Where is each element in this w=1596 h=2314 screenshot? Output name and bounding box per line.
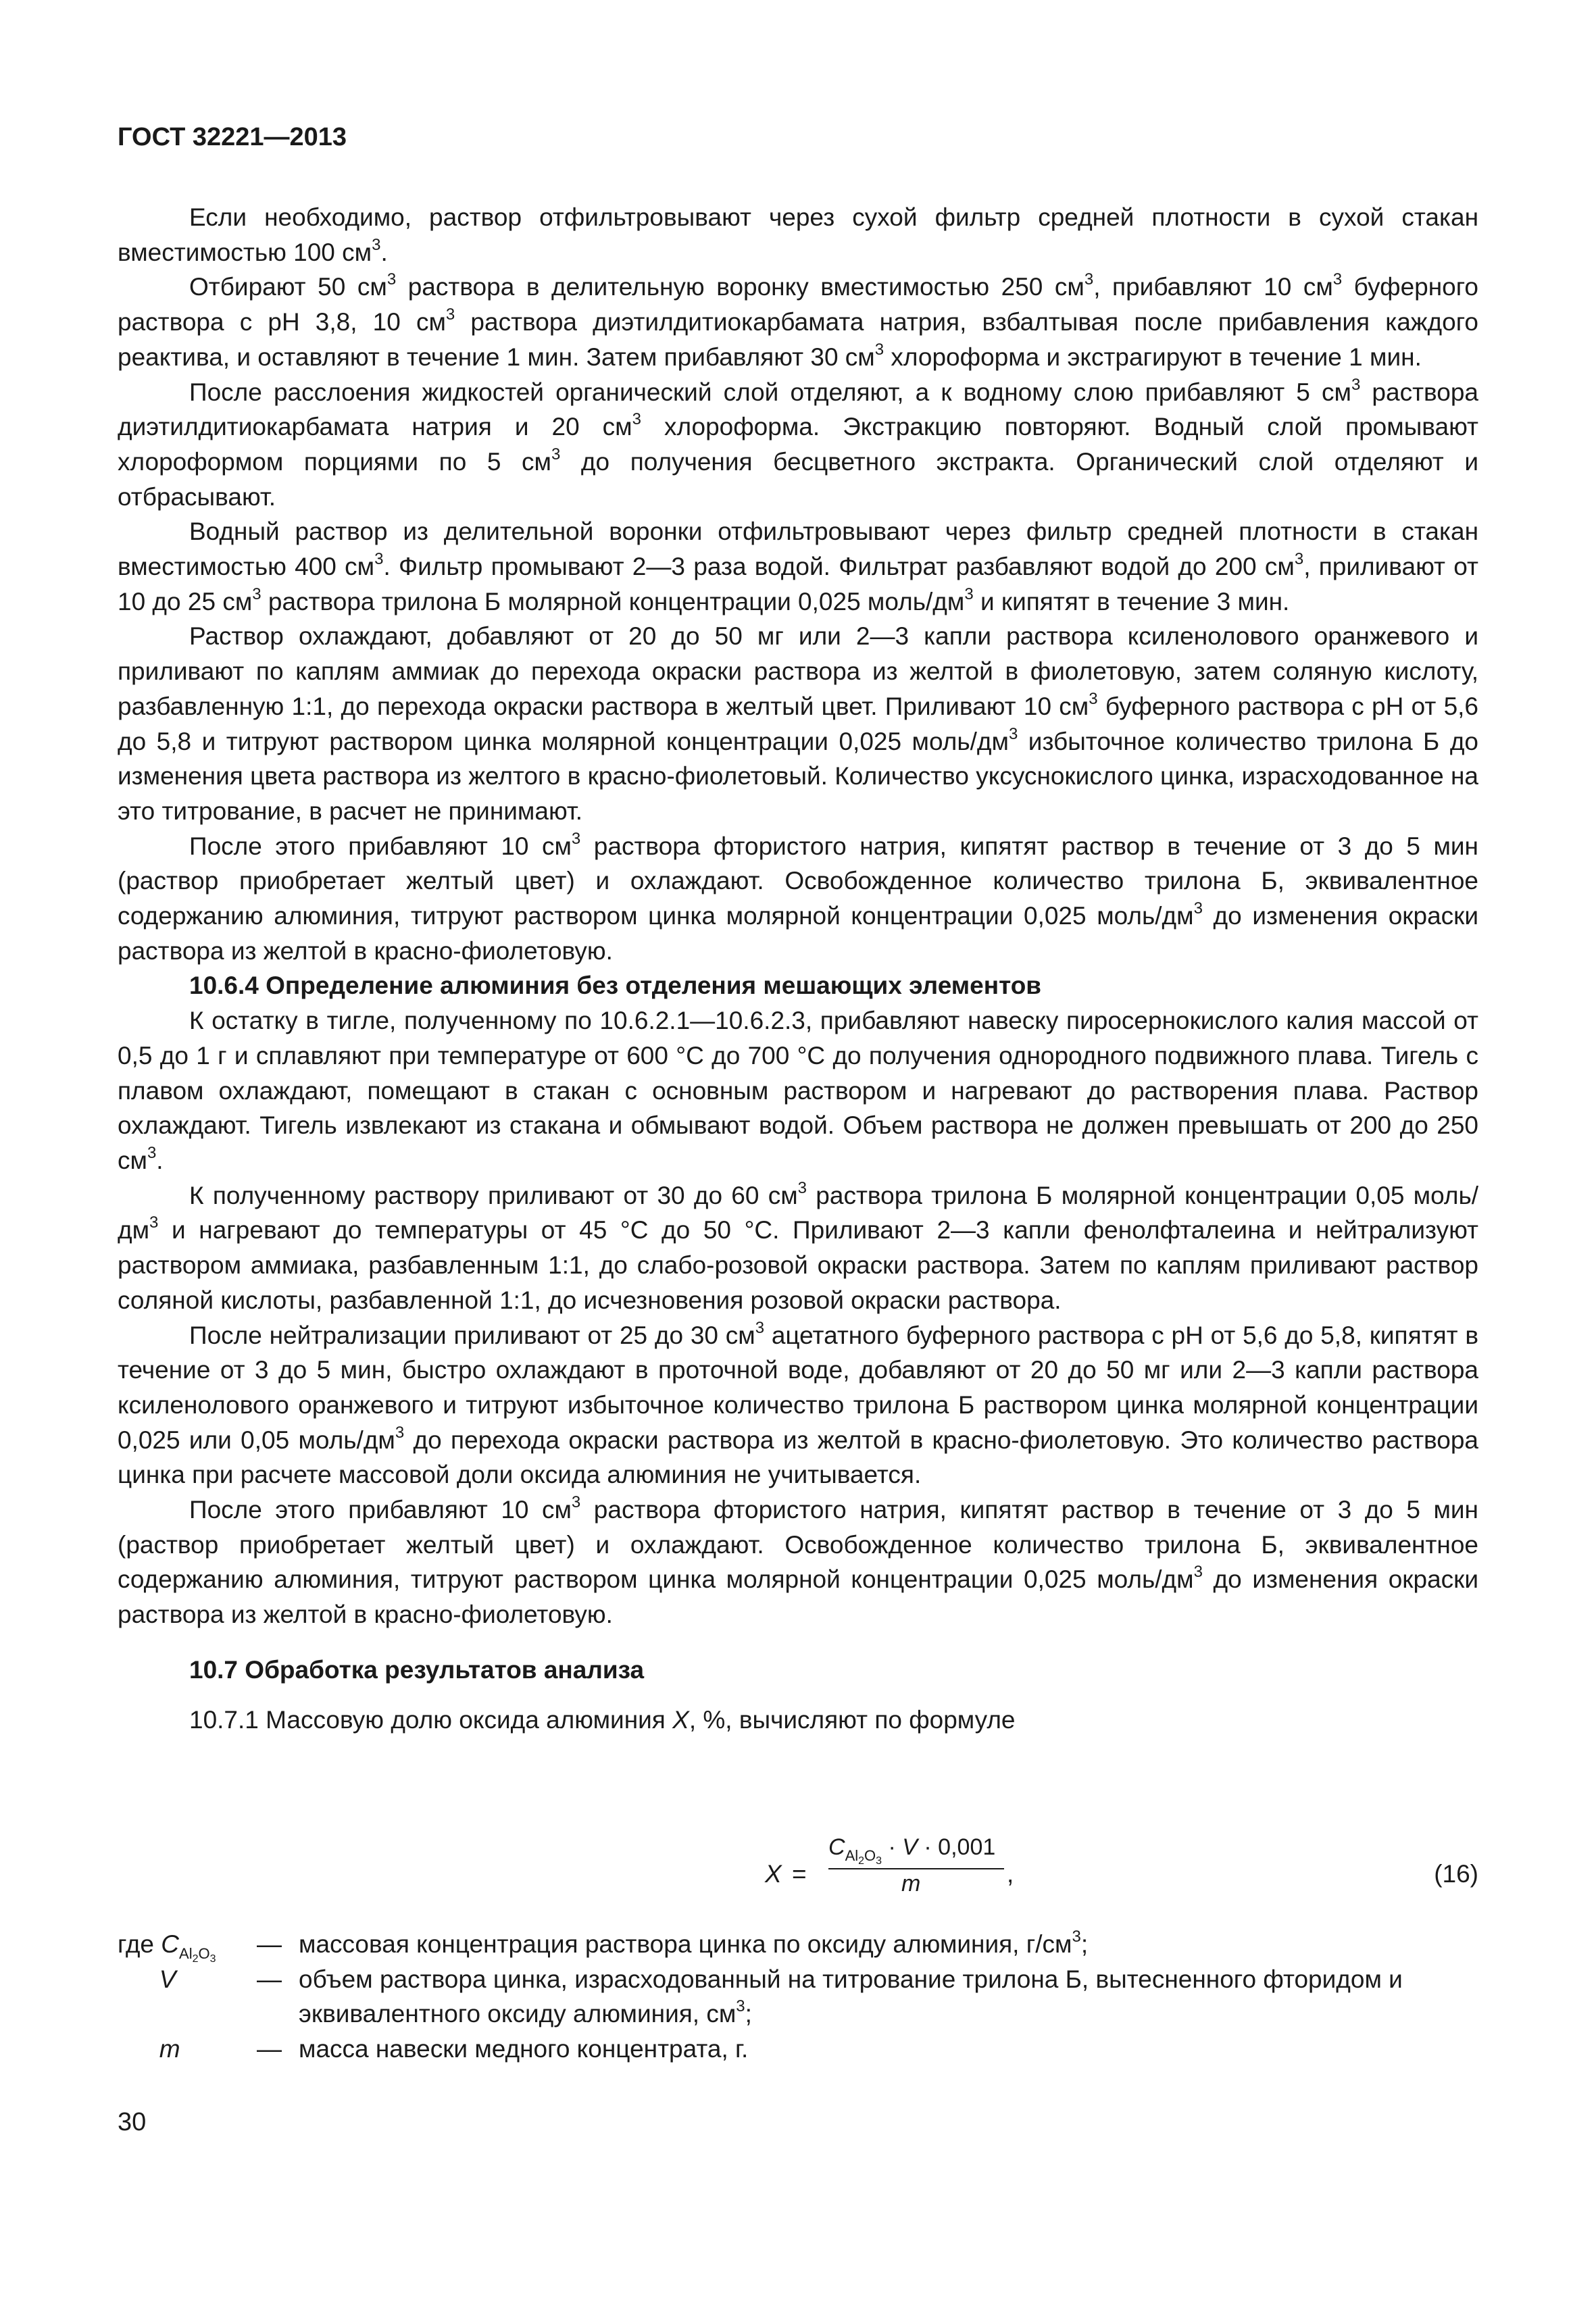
paragraph: К остатку в тигле, полученному по 10.6.2.1—10.6.2.3, прибавляют навеску пиросернокислого калия массой от 0,5 до 1 г и сплавляют при температуре от 600 °C до 700 °C до получения однородного подвижного плава. Тигель с плавом охлаждают, помещают в стакан с основным раствором и нагревают до растворения плава. Раствор охлаждают. Тигель извлекают из стакана и обмывают водой. Объем раствора не должен превышать от 200 до 250 $см^3$. [118, 1007, 1478, 1174]
paragraph: После расслоения жидкостей органический слой отделяют, а к водному слою прибавляют 5 $см^3$ раствора диэтилдитиокарбамата натрия и 20 $см^3$ хлороформа. Экстракцию повторяют. Водный слой промывают хлороформом порциями по 5 $см^3$ до получения бесцветного экстракта. Органический слой отделяют и отбрасывают. [118, 375, 1478, 511]
formula-lhs: X [765, 1860, 782, 1888]
paragraph: После нейтрализации приливают от 25 до 30 $см^3$ ацетатного буферного раствора с pH от 5,6 до 5,8, кипятят в течение от 3 до 5 мин, быстро охлаждают в проточной воде, добавляют от 20 до 50 мг или 2—3 капли раствора ксиленолового оранжевого и титруют избыточное количество трилона Б раствором цинка молярной концентрации 0,025 или 0,05 моль/$дм^3$ до перехода окраски раствора из желтой в красно-фиолетовую. Это количество раствора цинка при расчете массовой доли оксида алюминия не учитывается. [118, 1318, 1479, 1489]
document-header: ГОСТ 32221—2013 [118, 123, 347, 151]
paragraph: После этого прибавляют 10 $см^3$ раствора фтористого натрия, кипятят раствор в течение от 3 до 5 мин (раствор приобретает желтый цвет) и охлаждают. Освобожденное количество трилона Б, эквивалентное содержанию алюминия, титруют раствором цинка молярной концентрации 0,025 моль/$дм^3$ до изменения окраски раствора из желтой в красно-фиолетовую. [118, 829, 1479, 965]
formula-equals: = [792, 1860, 807, 1888]
page-number: 30 [118, 2108, 147, 2136]
legend-dash: — [257, 2035, 282, 2063]
paragraph: 10.7.1 Массовую долю оксида алюминия X, %, вычисляют по формуле [189, 1705, 1016, 1734]
legend-description: масса навески медного концентрата, г. [299, 2035, 749, 2063]
paragraph: Водный раствор из делительной воронки отфильтровывают через фильтр средней плотности в стакан вместимостью 400 $см^3$. Фильтр промывают 2—3 раза водой. Фильтрат разбавляют водой до 200 $см^3$, приливают от 10 до 25 $см^3$ раствора трилона Б молярной концентрации 0,025 моль/$дм^3$ и кипятят в течение 3 мин. [118, 518, 1478, 615]
paragraph: Отбирают 50 $см^3$ раствора в делительную воронку вместимостью 250 $см^3$, прибавляют 10 $см^3$ буферного раствора с pH 3,8, 10 $см^3$ раствора диэтилдитиокарбамата натрия, взбалтывая после прибавления каждого реактива, и оставляют в течение 1 мин. Затем прибавляют 30 $см^3$ хлороформа и экстрагируют в течение 1 мин. [118, 270, 1478, 371]
formula-legend [118, 1927, 1478, 2067]
formula-16 [118, 1834, 1478, 1915]
formula-numerator: $C_{Al_2O_3} \cdot V \cdot 0,001$ [828, 1834, 996, 1867]
paragraph: Если необходимо, раствор отфильтровывают через сухой фильтр средней плотности в сухой стакан вместимостью 100 $см^3$. [118, 203, 1478, 266]
section-heading: 10.7 Обработка результатов анализа [189, 1655, 645, 1684]
formula-comma: , [1007, 1860, 1014, 1888]
legend-symbol: V [159, 1965, 176, 1993]
legend-row [118, 1962, 1478, 2032]
fraction-bar [828, 1868, 1004, 1869]
formula-number: (16) [1434, 1860, 1478, 1888]
legend-row [118, 1927, 1478, 1965]
paragraph: После этого прибавляют 10 $см^3$ раствора фтористого натрия, кипятят раствор в течение от 3 до 5 мин (раствор приобретает желтый цвет) и охлаждают. Освобожденное количество трилона Б, эквивалентное содержанию алюминия, титруют раствором цинка молярной концентрации 0,025 моль/$дм^3$ до изменения окраски раствора из желтой в красно-фиолетовую. [118, 1493, 1479, 1629]
legend-dash: — [257, 1930, 282, 1958]
legend-description: массовая концентрация раствора цинка по оксиду алюминия, $г/см^3$; [299, 1928, 1089, 1958]
paragraph: Раствор охлаждают, добавляют от 20 до 50 мг или 2—3 капли раствора ксиленолового оранжевого и приливают по каплям аммиак до перехода окраски раствора из желтой в фиолетовую, затем соляную кислоту, разбавленную 1:1, до перехода окраски раствора в желтый цвет. Приливают 10 $см^3$ буферного раствора с pH от 5,6 до 5,8 и титруют раствором цинка молярной концентрации 0,025 моль/$дм^3$ избыточное количество трилона Б до изменения цвета раствора из желтого в красно-фиолетовый. Количество уксуснокислого цинка, израсходованное на это титрование, в расчет не принимают. [118, 622, 1479, 825]
document-body [118, 200, 1478, 1737]
legend-description: объем раствора цинка, израсходованный на титрование трилона Б, вытесненного фторидом и эквивалентного оксиду алюминия, $см^3$; [299, 1965, 1403, 2028]
legend-symbol: где $C_{Al_2O_3}$ [118, 1930, 216, 1965]
section-heading: 10.6.4 Определение алюминия без отделения мешающих элементов [189, 972, 1042, 1000]
paragraph: К полученному раствору приливают от 30 до 60 $см^3$ раствора трилона Б молярной концентрации 0,05 моль/$дм^3$ и нагревают до температуры от 45 °C до 50 °C. Приливают 2—3 капли фенолфталеина и нейтрализуют раствором аммиака, разбавленным 1:1, до слабо-розовой окраски раствора. Затем по каплям приливают раствор соляной кислоты, разбавленной 1:1, до исчезновения розовой окраски раствора. [118, 1178, 1479, 1314]
legend-dash: — [257, 1965, 282, 1993]
legend-row [118, 2032, 1478, 2067]
formula-denominator: m [901, 1871, 921, 1896]
legend-symbol: m [159, 2035, 180, 2063]
